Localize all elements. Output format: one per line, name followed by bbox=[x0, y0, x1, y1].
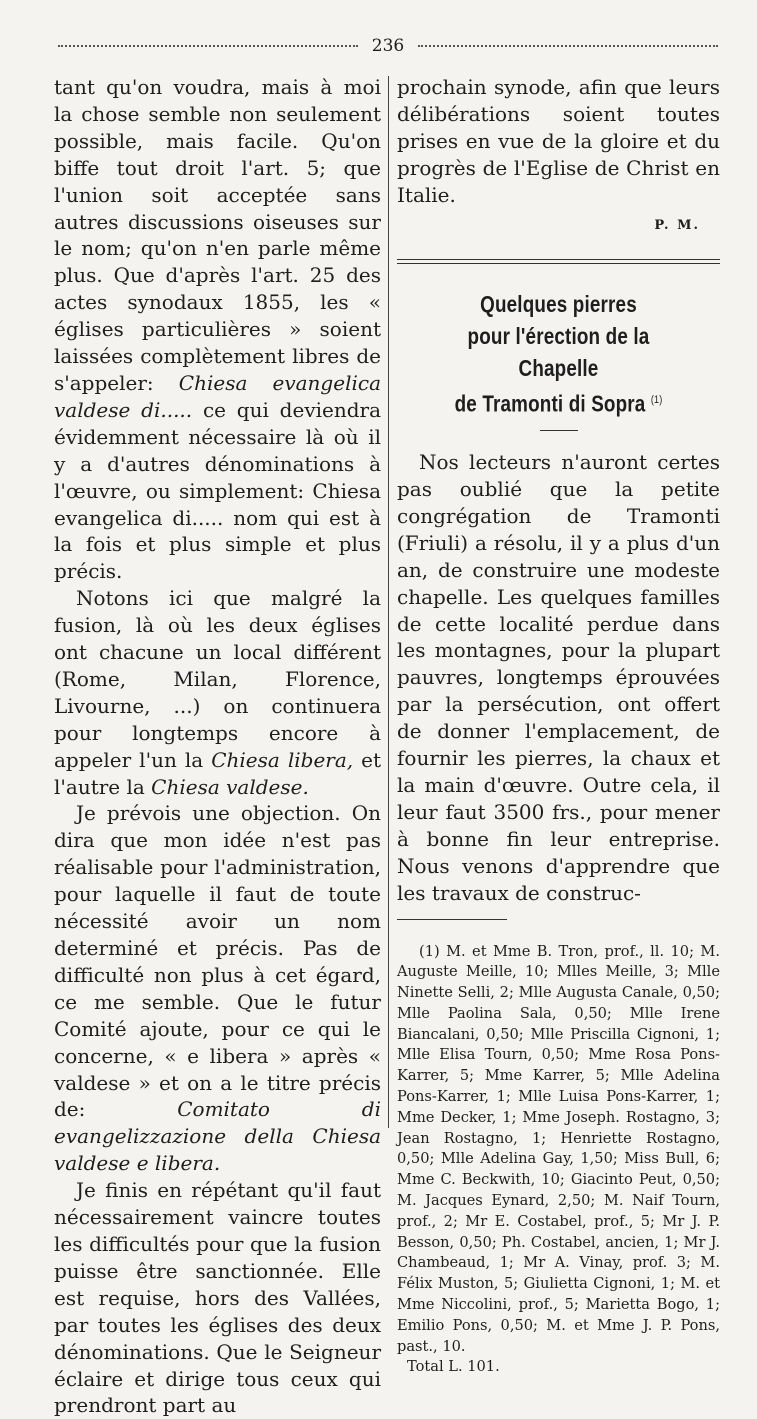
paragraph: Je prévois une objection. On dira que mon idée n'est pas réalisable pour l'administration, pour laquelle il faut de toute nécessité avoir un nom determiné et précis. Pas de difficulté non plus à cet égard, ce me semble. Que le futur Comité ajoute, pour ce qui le concerne, « e libera » après « valdese » et on a le titre précis de: Comitato di evangelizzazione della Chiesa valdese e libera. bbox=[54, 801, 381, 1176]
paragraph: Nos lecteurs n'auront certes pas oublié que la petite congrégation de Tramonti (Friuli) a résolu, il y a plus d'un an, de construire une modeste chapelle. Les quelques familles de cette localité perdue dans les montagnes, pour la plupart pauvres, longtemps éprouvées par la persécution, ont offert de donner l'emplacement, de fournir les pierres, la chaux et la main d'œuvre. Outre cela, il leur faut 3500 frs., pour mener à bonne fin leur entreprise. Nous venons d'apprendre que les travaux de construc- bbox=[397, 450, 720, 905]
left-column bbox=[54, 74, 381, 1419]
footnote-total: Total L. 101. bbox=[407, 1358, 500, 1376]
title-rule bbox=[540, 430, 578, 431]
footnote-rule bbox=[397, 919, 507, 920]
right-column bbox=[397, 74, 720, 1378]
footnote: (1) M. et Mme B. Tron, prof., ll. 10; M. Auguste Meille, 10; Mlles Meille, 3; Mlle Ninette Selli, 2; Mlle Augusta Canale, 0,50; Mlle Paolina Sala, 0,50; Mlle Irene Biancalani, 0,50; Mlle Priscilla Cignoni, 1; Mlle Elisa Tourn, 0,50; Mme Rosa Pons-Karrer, 5; Mme Karrer, 5; Mlle Adelina Pons-Karrer, 1; Mlle Luisa Pons-Karrer, 1; Mme Decker, 1; Mme Joseph. Rostagno, 3; Jean Rostagno, 1; Henriette Rostagno, 0,50; Mlle Adelina Gay, 1,50; Miss Bull, 6; Mme C. Beckwith, 10; Giacinto Peut, 0,50; M. Jacques Eynard, 2,50; M. Naif Tourn, prof., 2; Mr E. Costabel, prof., 5; Mr J. P. Besson, 0,50; Ph. Costabel, ancien, 1; Mr J. Chambeaud, 1; Mr A. Vinay, prof. 3; M. Félix Muston, 5; Giulietta Cignoni, 1; M. et Mme Niccolini, prof., 5; Marietta Bogo, 1; Emilio Pons, 0,50; M. et Mme J. P. Pons, past., 10. Total L. 101. bbox=[397, 942, 720, 1379]
paragraph: prochain synode, afin que leurs délibérations soient toutes prises en vue de la gloire et du progrès de l'Eglise de Christ en Italie. bbox=[397, 75, 720, 207]
article-title: Quelques pierres pour l'érection de la Chapelle de Tramonti di Sopra $^{(1)}$ bbox=[454, 291, 663, 418]
decorative-rule-right bbox=[418, 45, 718, 51]
paragraph: Je finis en répétant qu'il faut nécessairement vaincre toutes les difficultés pour que la fusion puisse être sanctionnée. Elle est requise, hors des Vallées, par toutes les églises des deux dénominations. Que le Seigneur éclaire et dirige tous ceux qui prendront part au bbox=[54, 1178, 381, 1418]
paragraph: Notons ici que malgré la fusion, là où les deux églises ont chacune un local différent (Rome, Milan, Florence, Livourne, ...) on continuera pour longtemps encore à appeler l'un la Chiesa libera, et l'autre la Chiesa valdese. bbox=[54, 586, 382, 799]
section-divider bbox=[397, 259, 720, 264]
author-signature: P. M. bbox=[654, 217, 700, 233]
footnote-marker: (1) bbox=[650, 394, 663, 407]
column-divider bbox=[388, 76, 389, 1128]
page-header bbox=[58, 36, 718, 56]
paragraph: tant qu'on voudra, mais à moi la chose semble non seulement possible, mais facile. Qu'on biffe tout droit l'art. 5; que l'union soit acceptée sans autres discussions oiseuses sur le nom; qu'on n'en parle même plus. Que d'après l'art. 25 des actes synodaux 1855, les « églises particulières » soient laissées complètement libres de s'appeler: Chiesa evangelica valdese di..... ce qui deviendra évidemment nécessaire là où il y a d'autres dénominations à l'œuvre, ou simplement: Chiesa evangelica di..... nom qui est à la fois et plus simple et plus précis. bbox=[54, 75, 382, 584]
page-number: 236 bbox=[371, 36, 405, 56]
